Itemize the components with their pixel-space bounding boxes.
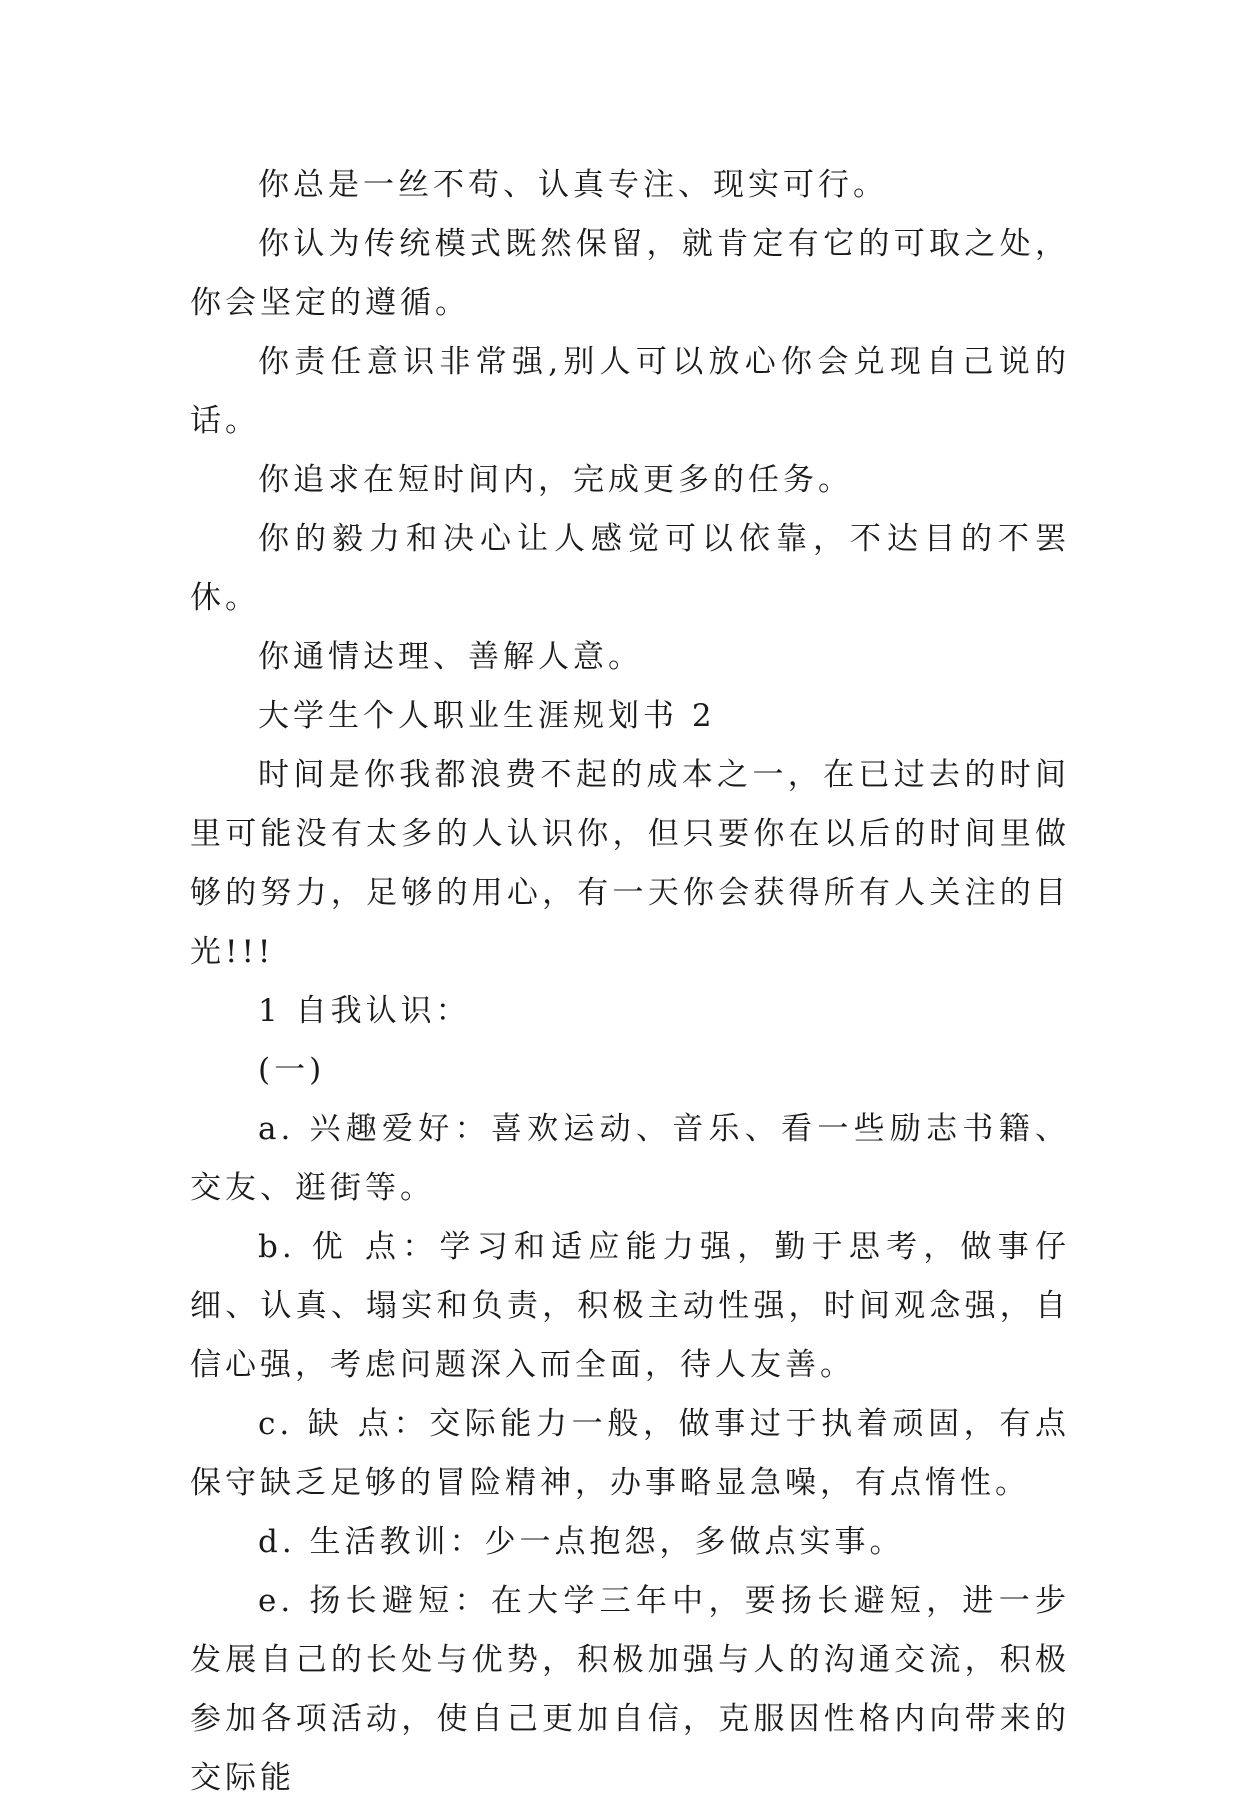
list-item-weaknesses: c. 缺 点：交际能力一般，做事过于执着顽固，有点保守缺乏足够的冒险精神，办事略显急噪，有点惰性。 [190,1406,1070,1501]
paragraph: 你的毅力和决心让人感觉可以依靠，不达目的不罢休。 [190,521,1070,616]
paragraph: 时间是你我都浪费不起的成本之一，在已过去的时间里可能没有太多的人认识你，但只要你在以后的时间里做够的努力，足够的用心，有一天你会获得所有人关注的目光!!! [190,757,1070,970]
list-item-interests: a. 兴趣爱好：喜欢运动、音乐、看一些励志书籍、交友、逛街等。 [190,1111,1070,1206]
list-item-strengths: b. 优 点：学习和适应能力强，勤于思考，做事仔细、认真、塌实和负责，积极主动性强，时间观念强，自信心强，考虑问题深入而全面，待人友善。 [190,1229,1070,1383]
list-item-life-lesson: d. 生活教训：少一点抱怨，多做点实事。 [258,1524,905,1560]
list-item-improvement: e. 扬长避短：在大学三年中，要扬长避短，进一步发展自己的长处与优势，积极加强与人的沟通交流，积极参加各项活动，使自己更加自信，克服因性格内向带来的交际能 [190,1583,1070,1796]
section-heading: 大学生个人职业生涯规划书 2 [258,698,716,734]
document-body [190,156,1070,1808]
subsection-marker: (一) [258,1052,326,1088]
paragraph: 你认为传统模式既然保留，就肯定有它的可取之处，你会坚定的遵循。 [190,226,1070,321]
paragraph: 你总是一丝不苟、认真专注、现实可行。 [258,167,888,203]
paragraph: 你追求在短时间内，完成更多的任务。 [258,462,853,498]
paragraph: 你通情达理、善解人意。 [258,639,643,675]
paragraph: 你责任意识非常强,别人可以放心你会兑现自己说的话。 [190,344,1070,439]
subsection-heading: 1 自我认识： [258,993,471,1029]
